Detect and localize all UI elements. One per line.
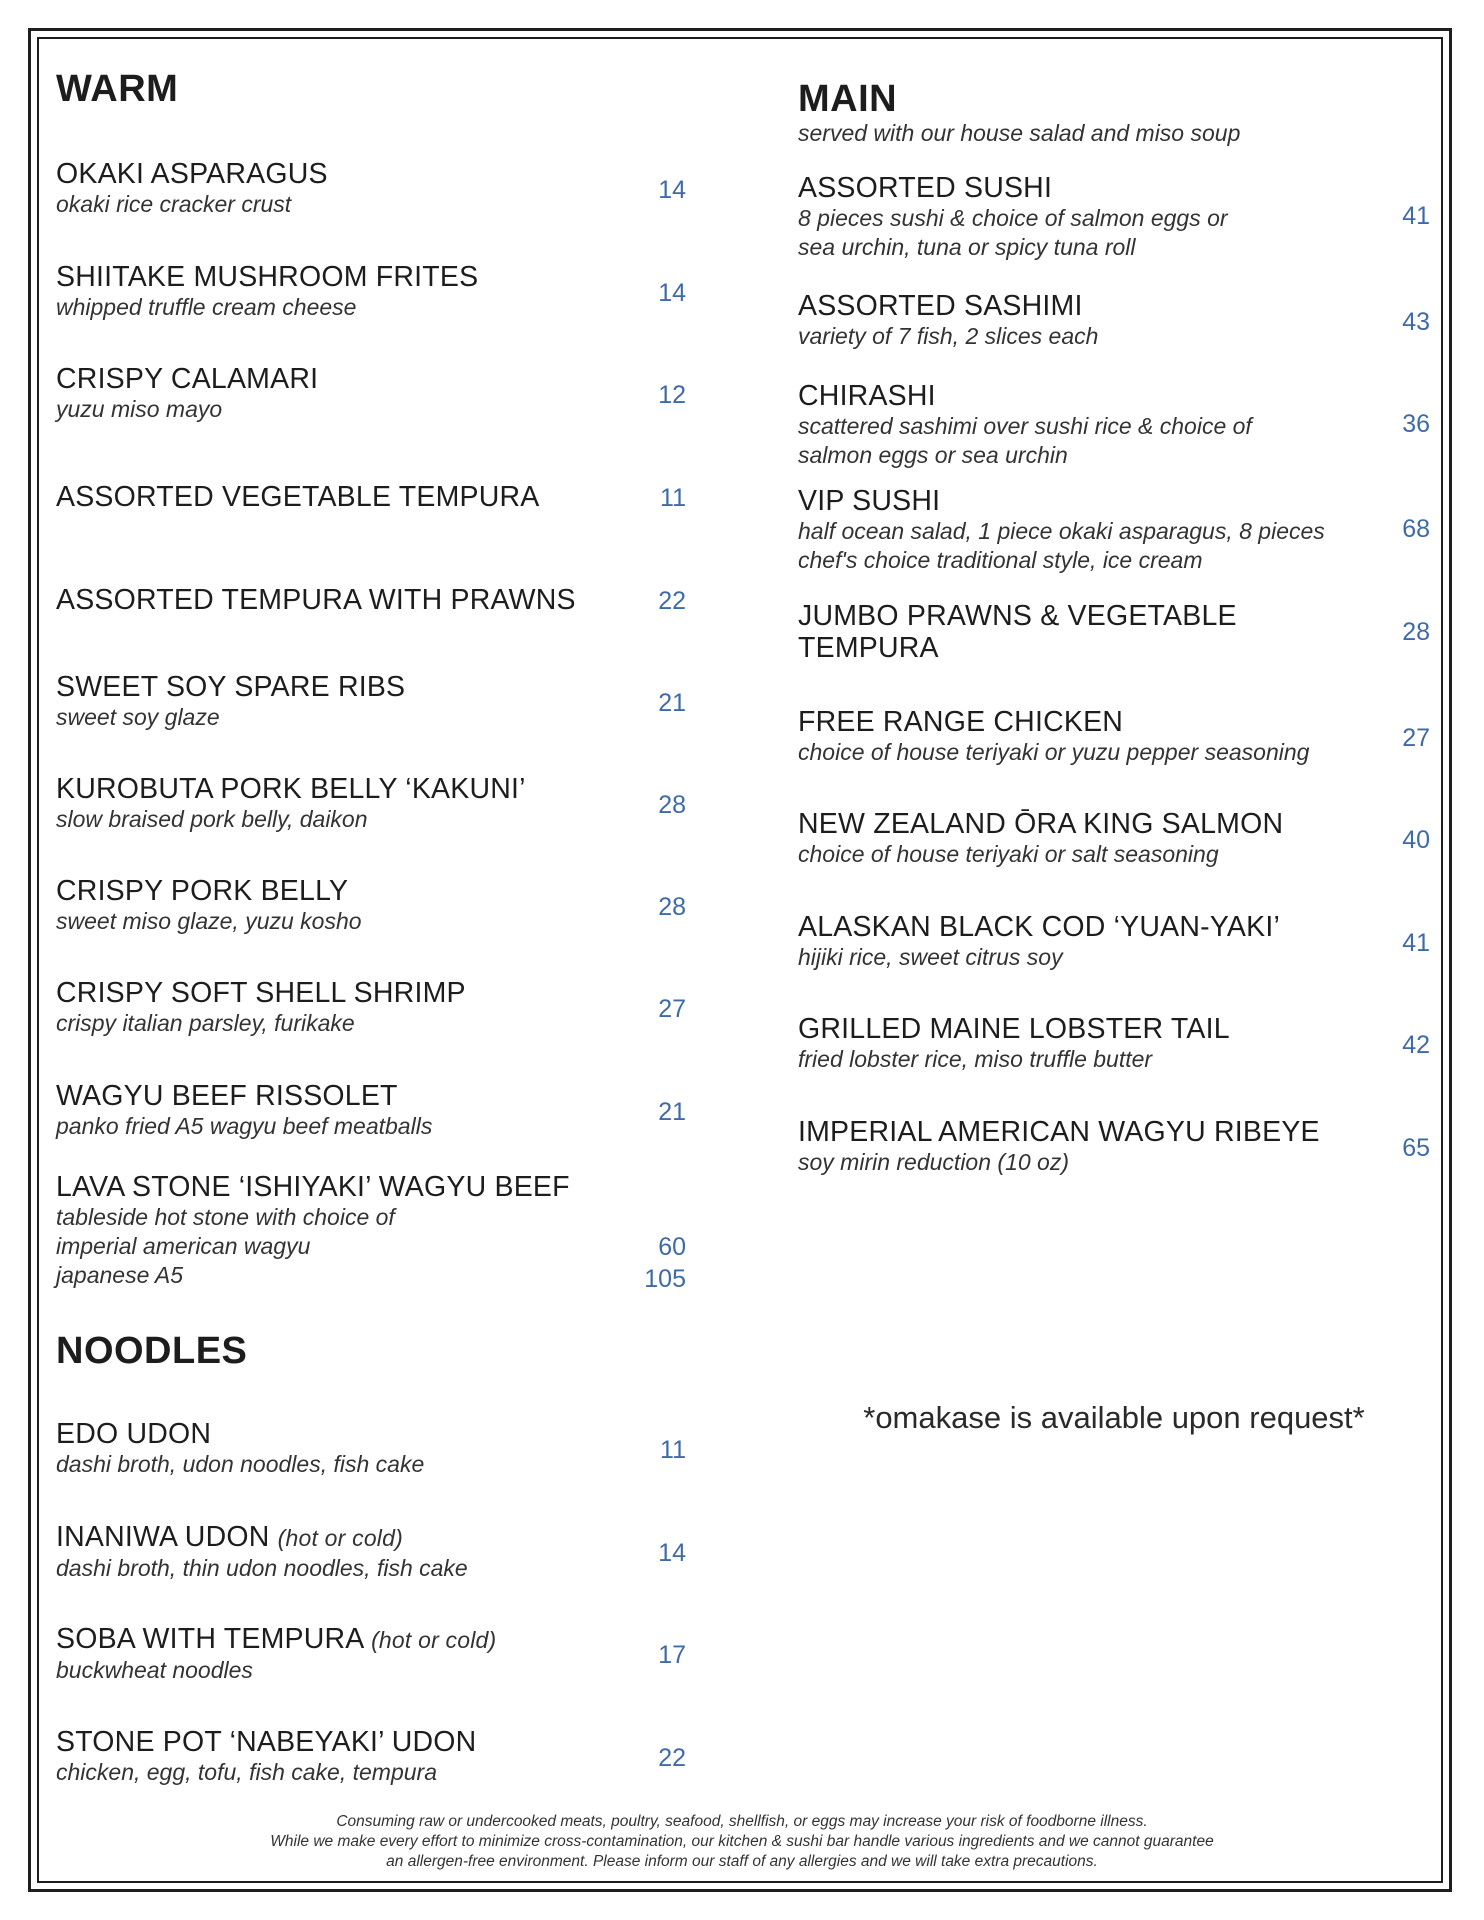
item-name: CRISPY PORK BELLY [56,875,349,907]
item-option: japanese A5 [56,1262,184,1288]
item-note: (hot or cold) [277,1525,403,1551]
item-description: yuzu miso mayo [56,396,223,422]
menu-item [798,380,1430,470]
item-description: dashi broth, udon noodles, fish cake [56,1451,425,1477]
menu-item [56,481,686,513]
item-name-text: EDO UDON [56,1418,212,1450]
item-price: 28 [658,893,686,921]
menu-item [56,1521,686,1583]
item-description: panko fried A5 wagyu beef meatballs [56,1113,433,1139]
item-description: tableside hot stone with choice of [56,1204,395,1230]
item-price: 65 [1402,1134,1430,1162]
item-price: 60 [658,1233,686,1261]
menu-item [798,600,1430,664]
menu-item [798,1013,1430,1074]
item-name-text: SOBA WITH TEMPURA [56,1623,363,1655]
item-name: OKAKI ASPARAGUS [56,158,328,190]
item-description: choice of house teriyaki or salt seasoning [798,841,1219,867]
menu-item [798,485,1430,575]
item-price: 36 [1402,410,1430,438]
item-name: WAGYU BEEF RISSOLET [56,1080,398,1112]
item-name: ASSORTED VEGETABLE TEMPURA [56,481,540,513]
item-name: SHIITAKE MUSHROOM FRITES [56,261,479,293]
item-description: chicken, egg, tofu, fish cake, tempura [56,1759,437,1785]
menu-item [56,1080,686,1141]
item-price: 14 [658,176,686,204]
item-price: 21 [658,689,686,717]
item-name: CRISPY SOFT SHELL SHRIMP [56,977,466,1009]
menu-item [56,158,686,219]
item-description: soy mirin reduction (10 oz) [798,1149,1069,1175]
menu-item [56,363,686,424]
section-title-main: MAIN [798,78,898,120]
menu-item [798,172,1430,262]
omakase-note: *omakase is available upon request* [863,1400,1365,1435]
menu-item [56,977,686,1038]
item-option: imperial american wagyu [56,1233,311,1259]
item-name: CHIRASHI [798,380,936,412]
item-name-text: STONE POT ‘NABEYAKI’ UDON [56,1726,477,1758]
item-price: 41 [1402,929,1430,957]
item-price: 11 [660,484,686,512]
item-price: 40 [1402,826,1430,854]
item-price: 14 [658,1539,686,1567]
item-name [56,1726,686,1758]
item-description: slow braised pork belly, daikon [56,806,368,832]
item-description: 8 pieces sushi & choice of salmon eggs or sea urchin, tuna or spicy tuna roll [798,205,1228,260]
item-price: 27 [1402,724,1430,752]
item-price: 105 [644,1265,686,1293]
disclaimer-line: Consuming raw or undercooked meats, poultry, seafood, shellfish, or eggs may increase your risk of foodborne illness. [336,1813,1148,1830]
section-title-noodles: NOODLES [56,1330,248,1372]
item-name: GRILLED MAINE LOBSTER TAIL [798,1013,1230,1045]
item-name: NEW ZEALAND ŌRA KING SALMON [798,808,1284,840]
item-description: crispy italian parsley, furikake [56,1010,355,1036]
item-name: FREE RANGE CHICKEN [798,706,1124,738]
item-note: (hot or cold) [371,1627,497,1653]
item-description: choice of house teriyaki or yuzu pepper seasoning [798,739,1310,765]
item-description: fried lobster rice, miso truffle butter [798,1046,1153,1072]
item-price: 43 [1402,308,1430,336]
item-price: 22 [658,587,686,615]
item-name: ASSORTED TEMPURA WITH PRAWNS [56,584,576,616]
item-description: sweet miso glaze, yuzu kosho [56,908,362,934]
item-option-prices [644,1231,686,1295]
menu-item [56,1623,686,1685]
menu-item [798,808,1430,869]
item-price: 27 [658,995,686,1023]
item-description: variety of 7 fish, 2 slices each [798,323,1099,349]
item-price: 28 [1402,618,1430,646]
menu-item-lava-stone [56,1171,686,1293]
item-description: buckwheat noodles [56,1657,253,1683]
menu-item [56,261,686,322]
menu-item [56,875,686,936]
menu-item [56,1726,686,1787]
menu-item [798,290,1430,351]
item-name [56,1418,686,1450]
item-name: ALASKAN BLACK COD ‘YUAN-YAKI’ [798,911,1280,943]
item-name: KUROBUTA PORK BELLY ‘KAKUNI’ [56,773,526,805]
item-name: SWEET SOY SPARE RIBS [56,671,406,703]
item-name-text: INANIWA UDON [56,1521,270,1553]
item-description: whipped truffle cream cheese [56,294,357,320]
allergy-disclaimer [120,1812,1364,1872]
item-description: dashi broth, thin udon noodles, fish cake [56,1555,468,1581]
item-name: CRISPY CALAMARI [56,363,319,395]
item-description: half ocean salad, 1 piece okaki asparagus, 8 pieces chef's choice traditional style, ice cream [798,518,1325,573]
menu-item [798,911,1430,972]
item-price: 17 [658,1641,686,1669]
item-description: scattered sashimi over sushi rice & choice of salmon eggs or sea urchin [798,413,1252,468]
item-price: 42 [1402,1031,1430,1059]
item-description: hijiki rice, sweet citrus soy [798,944,1063,970]
item-name [56,1623,686,1656]
item-price: 28 [658,791,686,819]
item-name: ASSORTED SUSHI [798,172,1053,204]
menu-item [798,706,1430,767]
menu-item [56,773,686,834]
item-name: JUMBO PRAWNS & VEGETABLE TEMPURA [798,600,1237,664]
menu-item [798,1116,1430,1177]
disclaimer-line: While we make every effort to minimize cross-contamination, our kitchen & sushi bar handle various ingredients and we cannot guarantee [270,1833,1214,1850]
item-price: 22 [658,1744,686,1772]
section-title-warm: WARM [56,68,179,110]
item-price: 11 [660,1436,686,1464]
item-price: 14 [658,279,686,307]
item-name [56,1521,686,1554]
menu-item [56,1418,686,1479]
item-name: ASSORTED SASHIMI [798,290,1083,322]
item-price: 21 [658,1098,686,1126]
item-name: IMPERIAL AMERICAN WAGYU RIBEYE [798,1116,1320,1148]
item-name: LAVA STONE ‘ISHIYAKI’ WAGYU BEEF [56,1171,570,1203]
menu-item [56,584,686,616]
item-price: 41 [1402,202,1430,230]
menu-item [56,671,686,732]
item-price: 12 [658,381,686,409]
section-subtitle-main: served with our house salad and miso soup [798,120,1241,146]
item-name: VIP SUSHI [798,485,941,517]
item-description: okaki rice cracker crust [56,191,292,217]
item-price: 68 [1402,515,1430,543]
disclaimer-line: an allergen-free environment. Please inform our staff of any allergies and we will take extra precautions. [386,1853,1098,1870]
item-description: sweet soy glaze [56,704,220,730]
